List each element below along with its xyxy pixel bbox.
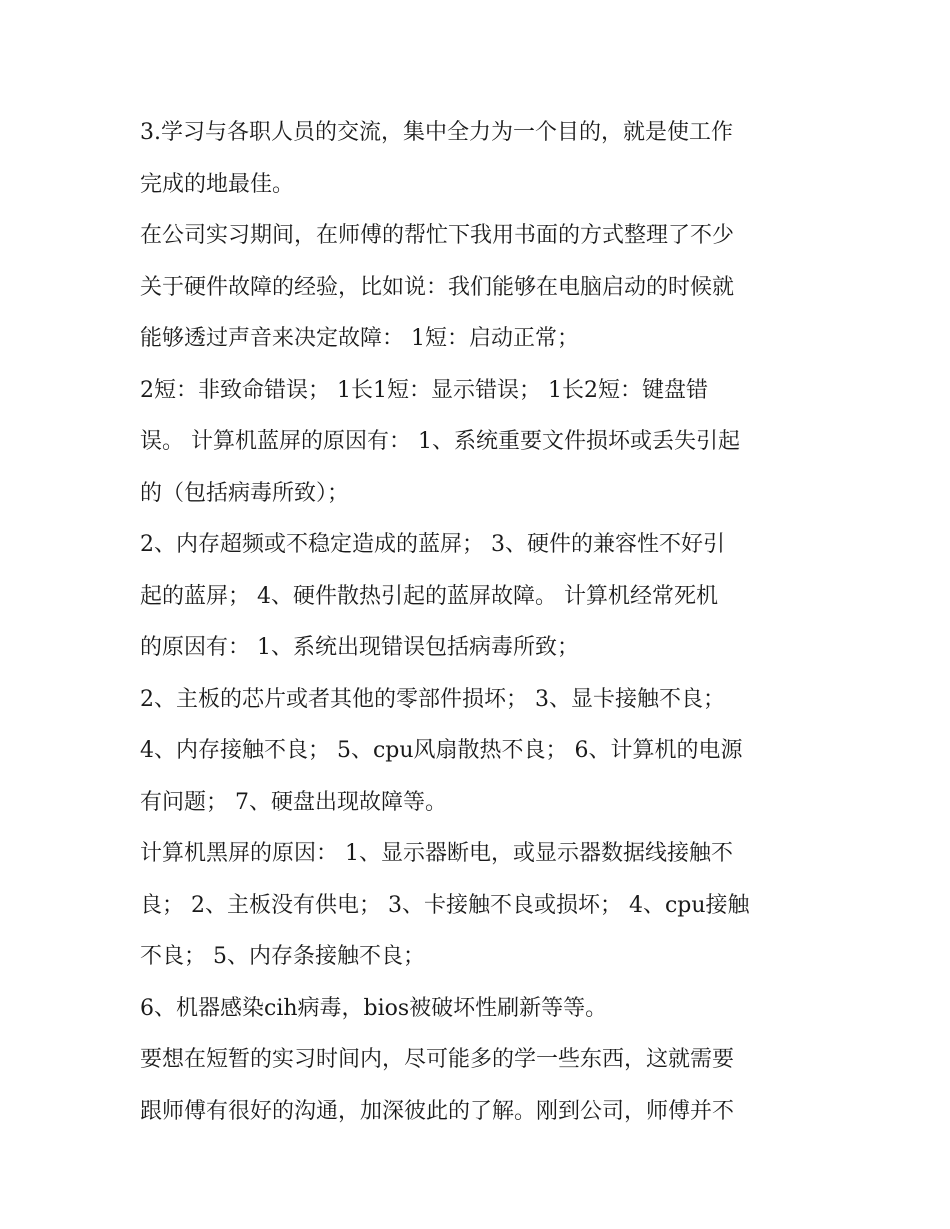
text-line: 完成的地最佳。 <box>140 171 295 197</box>
document-body <box>140 107 820 1137</box>
text-line: 3.学习与各职人员的交流，集中全力为一个目的，就是使工作 <box>140 120 733 145</box>
text-line: 在公司实习期间，在师傅的帮忙下我用书面的方式整理了不少 <box>140 223 735 248</box>
text-line: 2、主板的芯片或者其他的零部件损坏； 3、显卡接触不良； <box>140 686 725 712</box>
text-line: 的原因有： 1、系统出现错误包括病毒所致； <box>140 635 579 660</box>
text-line: 4、内存接触不良； 5、cpu风扇散热不良； 6、计算机的电源 <box>140 738 743 763</box>
text-line: 误。 计算机蓝屏的原因有： 1、系统重要文件损坏或丢失引起 <box>140 429 740 454</box>
text-line: 关于硬件故障的经验，比如说：我们能够在电脑启动的时候就 <box>140 274 735 300</box>
text-line: 的（包括病毒所致）； <box>140 480 350 506</box>
text-line: 要想在短暂的实习时间内，尽可能多的学一些东西，这就需要 <box>140 1047 735 1072</box>
text-line: 6、机器感染cih病毒，bios被破坏性刷新等等。 <box>140 995 608 1021</box>
text-line: 有问题； 7、硬盘出现故障等。 <box>140 789 447 815</box>
text-line: 计算机黑屏的原因： 1、显示器断电，或显示器数据线接触不 <box>140 841 733 866</box>
text-line: 跟师傅有很好的沟通，加深彼此的了解。刚到公司，师傅并不 <box>140 1098 735 1124</box>
text-line: 2、内存超频或不稳定造成的蓝屏； 3、硬件的兼容性不好引 <box>140 532 725 557</box>
text-line: 能够透过声音来决定故障： 1短：启动正常； <box>140 326 579 351</box>
text-line: 2短：非致命错误； 1长1短：显示错误； 1长2短：键盘错 <box>140 377 708 403</box>
text-line: 不良； 5、内存条接触不良； <box>140 944 425 969</box>
text-line: 起的蓝屏； 4、硬件散热引起的蓝屏故障。 计算机经常死机 <box>140 583 718 609</box>
text-line: 良； 2、主板没有供电； 3、卡接触不良或损坏； 4、cpu接触 <box>140 892 750 918</box>
